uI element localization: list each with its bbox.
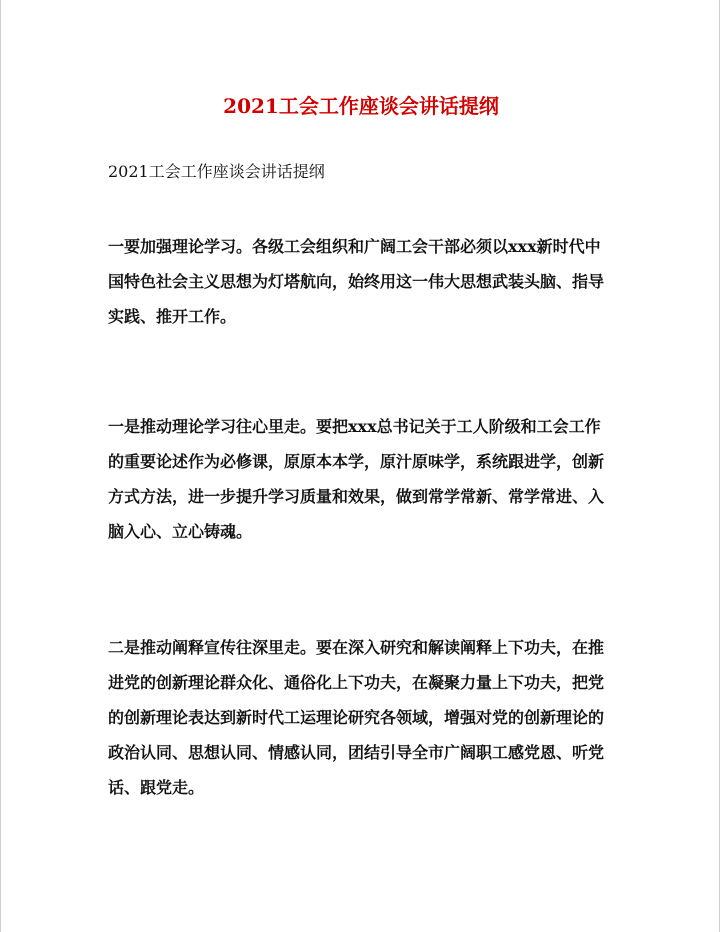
paragraph-2: 一是推动理论学习往心里走。要把xxx总书记关于工人阶级和工会工作的重要论述作为必修课，原原本本学，原汁原味学，系统跟进学，创新方式方法，进一步提升学习质量和效果，做到常学常新、常学常进、入脑入心、立心铸魂。 <box>108 417 605 541</box>
document-title: 2021工会工作座谈会讲话提纲 <box>223 94 499 118</box>
document-subtitle: 2021工会工作座谈会讲话提纲 <box>108 162 325 181</box>
paragraph-3: 二是推动阐释宣传往深里走。要在深入研究和解读阐释上下功夫，在推进党的创新理论群众化、通俗化上下功夫，在凝聚力量上下功夫，把党的创新理论表达到新时代工运理论研究各领域，增强对党的创新理论的政治认同、思想认同、情感认同，团结引导全市广阔职工感党恩、听党话、跟党走。 <box>108 638 605 797</box>
paragraph-1: 一要加强理论学习。各级工会组织和广阔工会干部必须以xxx新时代中国特色社会主义思想为灯塔航向，始终用这一伟大思想武装头脑、指导实践、推开工作。 <box>108 237 605 326</box>
